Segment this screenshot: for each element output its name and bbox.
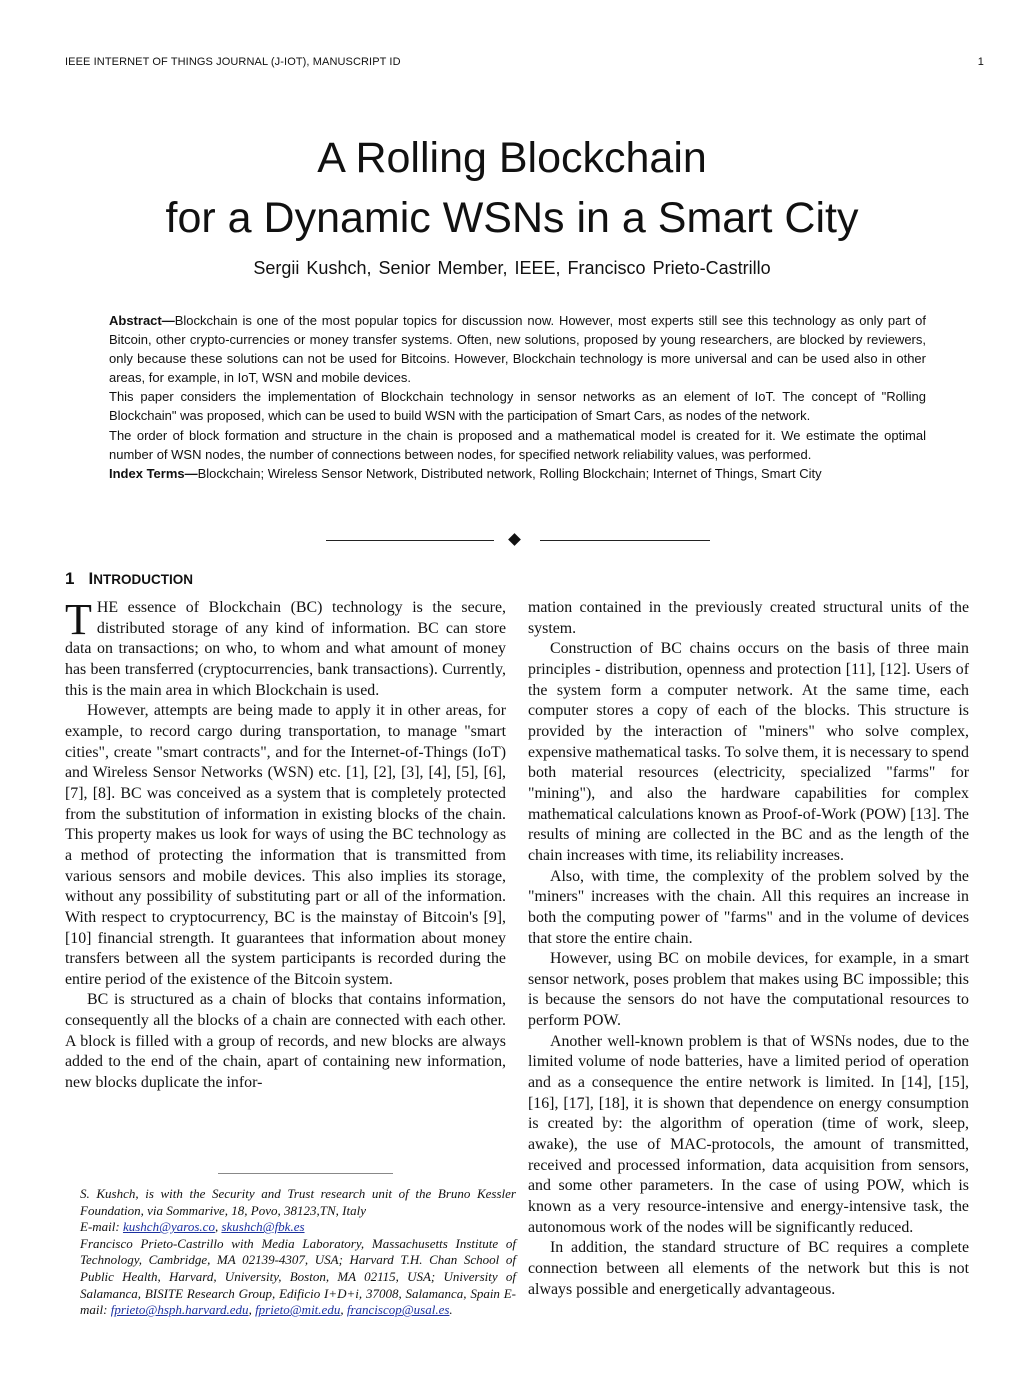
email-link[interactable]: fprieto@hsph.harvard.edu <box>110 1302 249 1318</box>
divider-line-left <box>326 540 494 541</box>
email-link[interactable]: skushch@fbk.es <box>221 1219 305 1235</box>
journal-name: IEEE INTERNET OF THINGS JOURNAL (J-IOT), MANUSCRIPT ID <box>65 56 401 68</box>
divider-line-right <box>540 540 710 541</box>
body-paragraph: THE essence of Blockchain (BC) technology is the secure, distributed storage of any kind of information. BC can store data on transactions; on who, to whom and what amount of money has been transferred (cryptocurrencies, bank transactions). Currently, this is the main area in which Blockchain is used. <box>65 595 506 699</box>
page-number: 1 <box>977 56 984 68</box>
title-block <box>0 128 1024 279</box>
footnote-author-1: S. Kushch, is with the Security and Trust research unit of the Bruno Kessler Foundation, via Sommarive, 18, Povo, 38123,TN, Italy E-mail: kushch@yaros.co, skushch@fbk.es <box>80 1186 516 1235</box>
body-paragraph: However, attempts are being made to apply it in other areas, for example, to record cargo during transportation, to manage "smart cities", create "smart contracts", and for the Internet-of-Things (IoT) and Wireless Sensor Networks (WSN) etc. [1], [2], [3], [4], [5], [6], [7], [8]. BC was conceived as a system that is completely protected from the substitution of information in existing blocks of the chain. This property makes us look for ways of using the BC technology as a method of protecting the information that is transmitted from various sensors and mobile devices. This also implies its storage, without any possibility of substituting part or all of the information. With respect to cryptocurrency, BC is the mainstay of Bitcoin's [9], [10] financial strength. It guarantees that information about money transfers between all the system participants is recorded during the entire period of the existence of the Bitcoin system. <box>65 702 506 988</box>
running-header <box>65 56 984 68</box>
abstract-paragraph-1: Abstract—Blockchain is one of the most popular topics for discussion now. However, most experts still see this technology as only part of Bitcoin, other crypto-currencies or money transfer systems. Often, new solutions, proposed by young researchers, are blocked by reviewers, only because these solutions can not be used for Bitcoins. However, Blockchain technology is more universal and can be used also in other areas, for example, in IoT, WSN and mobile devices. <box>109 313 926 386</box>
abstract-paragraph-2: This paper considers the implementation of Blockchain technology in sensor networks as an element of IoT. The concept of "Rolling Blockchain" was proposed, which can be used to build WSN with the participation of Smart Cars, as nodes of the network. <box>109 389 926 424</box>
paper-title-line-2: for a Dynamic WSNs in a Smart City <box>165 194 859 242</box>
footnotes <box>80 1186 516 1319</box>
body-paragraph: In addition, the standard structure of BC requires a complete connection between all elements of the network but this is not always possible and energetically advantageous. <box>528 1239 969 1298</box>
body-paragraph: mation contained in the previously created structural units of the system. <box>528 599 969 637</box>
footnote-author-2: Francisco Prieto-Castrillo with Media Laboratory, Massachusetts Institute of Technology, Cambridge, MA 02139-4307, USA; Harvard T.H. Chan School of Public Health, Harvard, University, Boston, MA 02115, USA; University of Salamanca, BISITE Research Group, Edificio I+D+i, 37008, Salamanca, Spain E-mail: fprieto@hsph.harvard.edu, fprieto@mit.edu, franciscop@usal.es. <box>80 1235 516 1318</box>
index-terms-label: Index Terms <box>109 465 185 481</box>
abstract-label: Abstract <box>109 313 162 328</box>
paper-title-line-1: A Rolling Blockchain <box>317 134 707 182</box>
body-paragraph: Construction of BC chains occurs on the basis of three main principles - distribution, openness and protection [11], [12]. Users of the system form a computer network. At the same time, each computer stores a copy of each of the blocks. This structure is provided by the interaction of "miners" who solve complex, expensive mathematical tasks. To solve them, it is necessary to spend both material resources (electricity, specialized "farms" for "mining"), and also the hardware capabilities for complex mathematical calculations known as Proof-of-Work (POW) [13]. The results of mining are collected in the BC and as the length of the chain increases with time, its reliability increases. <box>528 640 969 864</box>
abstract <box>109 311 926 483</box>
index-terms-dash: — <box>184 465 198 481</box>
body-column-left <box>65 595 506 1094</box>
abstract-paragraph-3: The order of block formation and structure in the chain is proposed and a mathematical model is created for it. We estimate the optimal number of WSN nodes, the number of connections between nodes, for specified network reliability values, was performed. <box>109 427 926 462</box>
body-column-right <box>528 598 969 1300</box>
author-list: Sergii Kushch, Senior Member, IEEE, Francisco Prieto-Castrillo <box>253 258 771 278</box>
body-paragraph: BC is structured as a chain of blocks that contains information, consequently all the blocks of a chain are connected with each other. A block is filled with a group of records, and new blocks are always added to the end of the chain, apart of containing new information, new blocks duplicate the infor- <box>65 991 506 1092</box>
section-number: 1 <box>65 569 75 588</box>
abstract-dash: — <box>161 313 175 328</box>
index-terms: Index Terms—Blockchain; Wireless Sensor Network, Distributed network, Rolling Blockchain; Internet of Things, Smart City <box>109 465 822 481</box>
diamond-icon <box>508 533 521 546</box>
email-link[interactable]: franciscop@usal.es <box>346 1302 450 1318</box>
section-title-rest: NTRODUCTION <box>93 572 193 587</box>
email-link[interactable]: kushch@yaros.co <box>122 1219 215 1235</box>
section-divider <box>0 533 1024 549</box>
footnote-rule <box>218 1173 393 1174</box>
section-title-initial: I <box>88 569 94 588</box>
body-paragraph: Also, with time, the complexity of the problem solved by the "miners" increases with the chain. All this requires an increase in both the computing power of "farms" and in the volume of devices that store the entire chain. <box>528 867 969 947</box>
body-paragraph: Another well-known problem is that of WSNs nodes, due to the limited volume of node batteries, have a limited period of operation and as a consequence the entire network is limited. In [14], [15], [16], [17], [18], it is shown that dependence on energy consumption is created by: the algorithm of operation (time of work, sleep, awake), the use of MAC-protocols, the amount of transmitted, received and processed information, data acquisition from sensors, and some other parameters. In the case of using POW, which is known as a very resource-intensive and energy-intensive task, the autonomous work of the nodes will be significantly reduced. <box>528 1032 969 1236</box>
section-heading <box>65 569 193 589</box>
body-paragraph: However, using BC on mobile devices, for example, in a smart sensor network, poses problem that makes using BC impossible; this is because the sensors do not have the computational resources to perform POW. <box>528 950 969 1030</box>
email-link[interactable]: fprieto@mit.edu <box>255 1302 341 1318</box>
drop-cap: T <box>65 595 92 644</box>
